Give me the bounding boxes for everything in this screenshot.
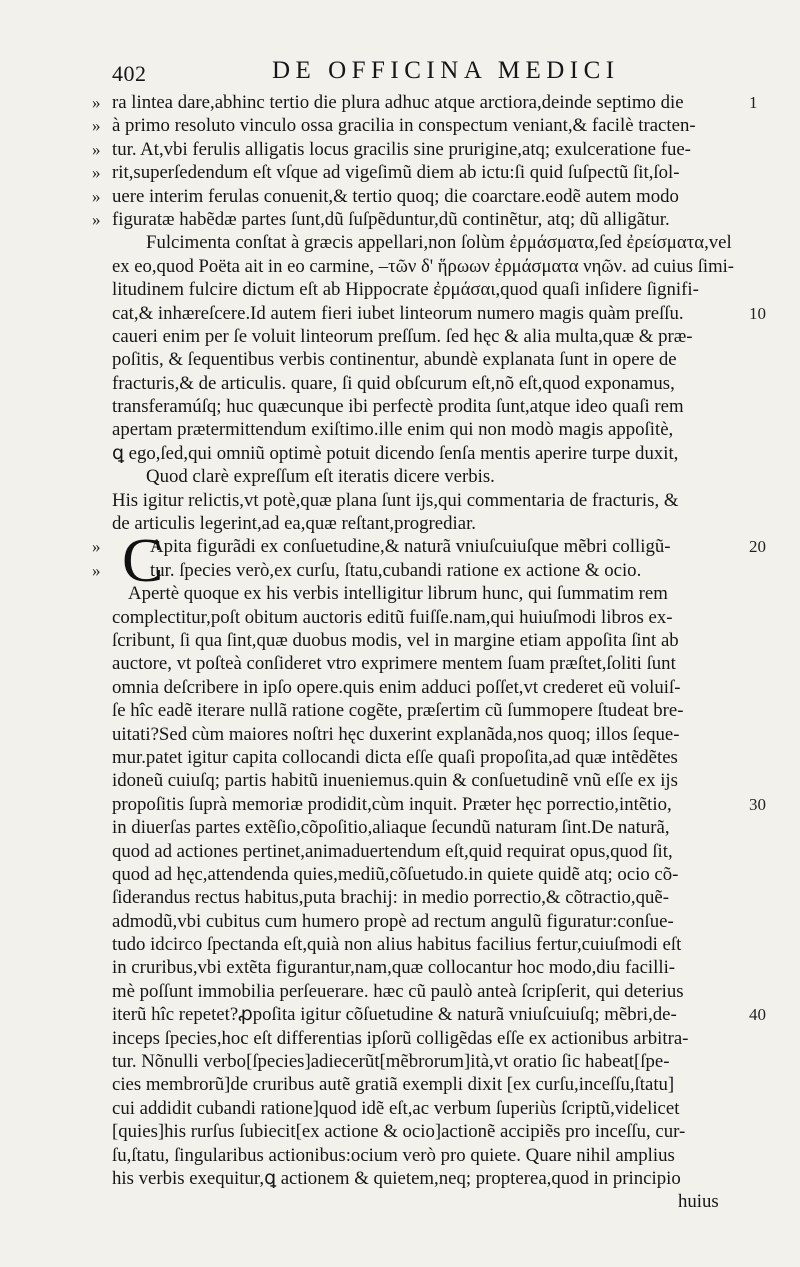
text-line	[112, 442, 752, 465]
quotation-marker: »	[92, 560, 101, 580]
line-text: in cruribus,vbi extẽta figurantur,nam,quæ collocantur hoc modo,diu facilli-	[112, 957, 676, 979]
line-text: transferamúſq; huc quæcunque ibi perfectè prodita ſunt,atque ideo quaſi rem	[112, 396, 684, 418]
text-line	[112, 395, 752, 418]
line-text: Fulcimenta conſtat à græcis appellari,non ſolùm ἐρμάσματα,ſed ἐρείσματα,vel	[146, 232, 732, 254]
line-number: 1	[749, 93, 758, 112]
text-line	[112, 606, 752, 629]
line-text: figuratæ habẽdæ partes ſunt,dũ ſuſpẽduntur,dũ continẽtur, atq; dũ alligãtur.	[112, 208, 670, 230]
text-line	[112, 1003, 766, 1026]
line-number: 20	[749, 537, 766, 557]
line-text: auctore, vt poſteà conſideret vtro exprimere mentem ſuam præſtet,ſoliti ſunt	[112, 653, 676, 675]
text-line	[92, 559, 752, 582]
text-line	[112, 1120, 752, 1143]
line-text: poſitis, & ſequentibus verbis continentur, abundè explanata ſunt in opere de	[112, 349, 677, 371]
text-line	[112, 676, 752, 699]
line-text: in diuerſas partes extẽſio,cõpoſitio,aliaque ſecundũ naturam ſint.De naturã,	[112, 817, 670, 839]
page-number: 402	[112, 61, 147, 86]
text-line	[112, 325, 752, 348]
quotation-marker: »	[92, 116, 101, 136]
text-line	[112, 302, 766, 325]
line-text: fracturis,& de articulis. quare, ſi quid obſcurum eſt,nõ eſt,quod exponamus,	[112, 372, 675, 394]
line-text: Apertè quoque ex his verbis intelligitur librum hunc, qui ſummatim rem	[128, 583, 668, 605]
line-text: à primo resoluto vinculo ossa gracilia in conspectum veniant,& facilè tracten-	[112, 115, 696, 137]
line-text: his verbis exequitur,ꝗ actionem & quietem,neq; propterea,quod in principio	[112, 1167, 681, 1189]
text-line	[112, 699, 752, 722]
line-number: 10	[749, 303, 766, 323]
line-text: admodũ,vbi cubitus cum humero propè ad rectum angulũ figuratur:conſue-	[112, 910, 674, 932]
text-line	[112, 1050, 752, 1073]
line-text: complectitur,poſt obitum auctoris editũ fuiſſe.nam,qui huiuſmodi libros ex-	[112, 606, 673, 628]
line-text: ſiderandus rectus habitus,puta brachij: in medio porrectio,& cõtractio,quẽ-	[112, 887, 669, 909]
text-line	[112, 512, 752, 535]
line-text: ex eo,quod Poëta ait in eo carmine, –τῶν δ' ἥρωων ἐρμάσματα νηῶν. ad cuius ſimi-	[112, 255, 734, 277]
text-line	[112, 956, 752, 979]
page-header	[112, 57, 752, 87]
line-text: inceps ſpecies,hoc eſt differentias ipſorũ colligẽdas eſſe ex actionibus arbitra-	[112, 1027, 689, 1049]
text-line	[112, 582, 752, 605]
text-line	[112, 255, 752, 278]
line-text: omnia deſcribere in ipſo opere.quis enim adduci poſſet,vt crederet eũ voluiſ-	[112, 676, 681, 698]
line-text: de articulis legerint,ad ea,quæ reſtant,progrediar.	[112, 513, 477, 535]
quotation-marker: »	[92, 537, 101, 557]
text-line	[112, 348, 752, 371]
line-text: cui addidit cubandi ratione]quod idẽ eſt,ac verbum ſuperiùs ſcriptũ,videlicet	[112, 1097, 680, 1119]
line-text: huius	[678, 1191, 719, 1213]
running-head: DE OFFICINA MEDICI	[272, 57, 620, 84]
line-text: tur. ſpecies verò,ex curſu, ſtatu,cubandi ratione ex actione & ocio.	[150, 559, 642, 581]
text-line	[112, 231, 752, 254]
text-line	[112, 418, 752, 441]
line-text: mè poſſunt immobilia perſeuerare. hæc cũ paulò anteà ſcripſerit, qui deterius	[112, 980, 684, 1002]
text-line	[112, 793, 766, 816]
line-text: His igitur relictis,vt potè,quæ plana ſunt ijs,qui commentaria de fracturis, &	[112, 489, 679, 511]
line-text: uere interim ferulas conuenit,& tertio quoq; die coarctare.eodẽ autem modo	[112, 185, 679, 207]
line-text: litudinem fulcire dictum eſt ab Hippocrate ἐρμάσαι,quod quaſi inſidere ſignifi-	[112, 279, 699, 301]
text-line	[92, 208, 752, 231]
text-line	[112, 1167, 752, 1190]
line-text: caueri enim per ſe voluit linteorum preſſum. ſed hęc & alia multa,quæ & præ-	[112, 325, 693, 347]
text-line	[112, 723, 752, 746]
line-text: ſcribunt, ſi qua ſint,quæ duobus modis, vel in margine etiam appoſita ſint ab	[112, 629, 679, 651]
text-line	[112, 1097, 752, 1120]
text-line	[112, 863, 752, 886]
text-line	[112, 816, 752, 839]
line-text: quod ad hęc,attendenda quies,mediũ,cõſuetudo.in quiete quidẽ atq; ocio cõ-	[112, 863, 679, 885]
text-body	[92, 91, 766, 1214]
quotation-marker: »	[92, 186, 101, 206]
line-text: ſe hîc eadẽ iterare nullã ratione cogẽte, præſertim cũ ſummopere ſtudeat bre-	[112, 700, 684, 722]
line-text: iterũ hîc repetet?ꝓpoſita igitur cõſuetudine & naturã vniuſcuiuſq; mẽbri,de-	[112, 1004, 677, 1026]
text-line	[112, 1027, 752, 1050]
text-line	[112, 746, 752, 769]
line-text: ra lintea dare,abhinc tertio die plura adhuc atque arctiora,deinde septimo die	[112, 92, 684, 113]
text-line	[112, 629, 752, 652]
quotation-marker: »	[92, 209, 101, 229]
line-text: tur. Nõnulli verbo[ſpecies]adiecerũt[mẽbrorum]ità,vt oratio ſic habeat[ſpe-	[112, 1051, 670, 1073]
line-text: Quod clarè expreſſum eſt iteratis dicere verbis.	[146, 466, 495, 488]
quotation-marker: »	[92, 139, 101, 159]
text-line	[112, 652, 752, 675]
line-text: apertam prætermittendum exiſtimo.ille enim qui non modò magis appoſitè,	[112, 419, 674, 441]
text-line	[112, 1190, 752, 1213]
text-line	[112, 372, 752, 395]
text-line	[112, 278, 752, 301]
text-line	[112, 465, 752, 488]
text-line	[112, 886, 752, 909]
text-line	[92, 114, 752, 137]
line-text: tudo idcirco ſpectanda eſt,quià non alius habitus facilius fertur,cuiuſmodi eſt	[112, 934, 682, 956]
line-text: ꝗ ego,ſed,qui omniũ optimè potuit dicendo ſenſa mentis aperire turpe duxit,	[112, 442, 679, 464]
line-text: cat,& inhæreſcere.Id autem fieri iubet linteorum numero magis quàm preſſu.	[112, 302, 684, 324]
text-line	[112, 933, 752, 956]
text-line	[112, 489, 752, 512]
text-line	[112, 1073, 752, 1096]
line-text: rit,superſedendum eſt vſque ad vigeſimũ diem ab ictu:ſi quid ſuſpectũ ſit,ſol-	[112, 162, 680, 184]
text-line	[112, 769, 752, 792]
drop-cap-initial: C	[122, 527, 164, 596]
text-line	[92, 185, 752, 208]
line-number: 40	[749, 1005, 766, 1025]
line-number: 30	[749, 794, 766, 814]
line-text: [quies]his rurſus ſubiecit[ex actione & ocio]actionẽ accipiẽs pro inceſſu, cur-	[112, 1121, 686, 1143]
quotation-marker: »	[92, 163, 101, 183]
line-text: uitati?Sed cùm maiores noſtri hęc duxerint explanãda,nos quoq; illos ſeque-	[112, 723, 680, 745]
line-text: ſu,ſtatu, ſingularibus actionibus:ocium verò pro quiete. Quare nihil amplius	[112, 1144, 675, 1166]
text-line	[112, 840, 752, 863]
line-text: tur. At,vbi ferulis alligatis locus gracilis sine prurigine,atq; exulceratione fue-	[112, 138, 691, 160]
text-line	[112, 910, 752, 933]
line-text: mur.patet igitur capita collocandi dicta eſſe quaſi propoſita,ad quæ intẽdẽtes	[112, 746, 678, 768]
text-line	[92, 91, 758, 114]
line-text: quod ad actiones pertinet,animaduertendum eſt,quid requirat opus,quod ſit,	[112, 840, 673, 862]
line-text: Apita figurãdi ex conſuetudine,& naturã vniuſcuiuſque mẽbri colligũ-	[150, 536, 671, 558]
line-text: idoneũ cuiuſq; partis habitũ inueniemus.quin & conſuetudinẽ vnũ eſſe ex ijs	[112, 770, 678, 792]
quotation-marker: »	[92, 93, 101, 112]
line-text: propoſitis ſuprà memoriæ prodidit,cùm inquit. Præter hęc porrectio,intẽtio,	[112, 793, 672, 815]
text-line	[112, 1144, 752, 1167]
text-line	[92, 138, 752, 161]
line-text: cies membrorũ]de cruribus autẽ gratiã exempli dixit [ex curſu,inceſſu,ſtatu]	[112, 1074, 675, 1096]
text-line	[112, 980, 752, 1003]
text-line	[92, 161, 752, 184]
